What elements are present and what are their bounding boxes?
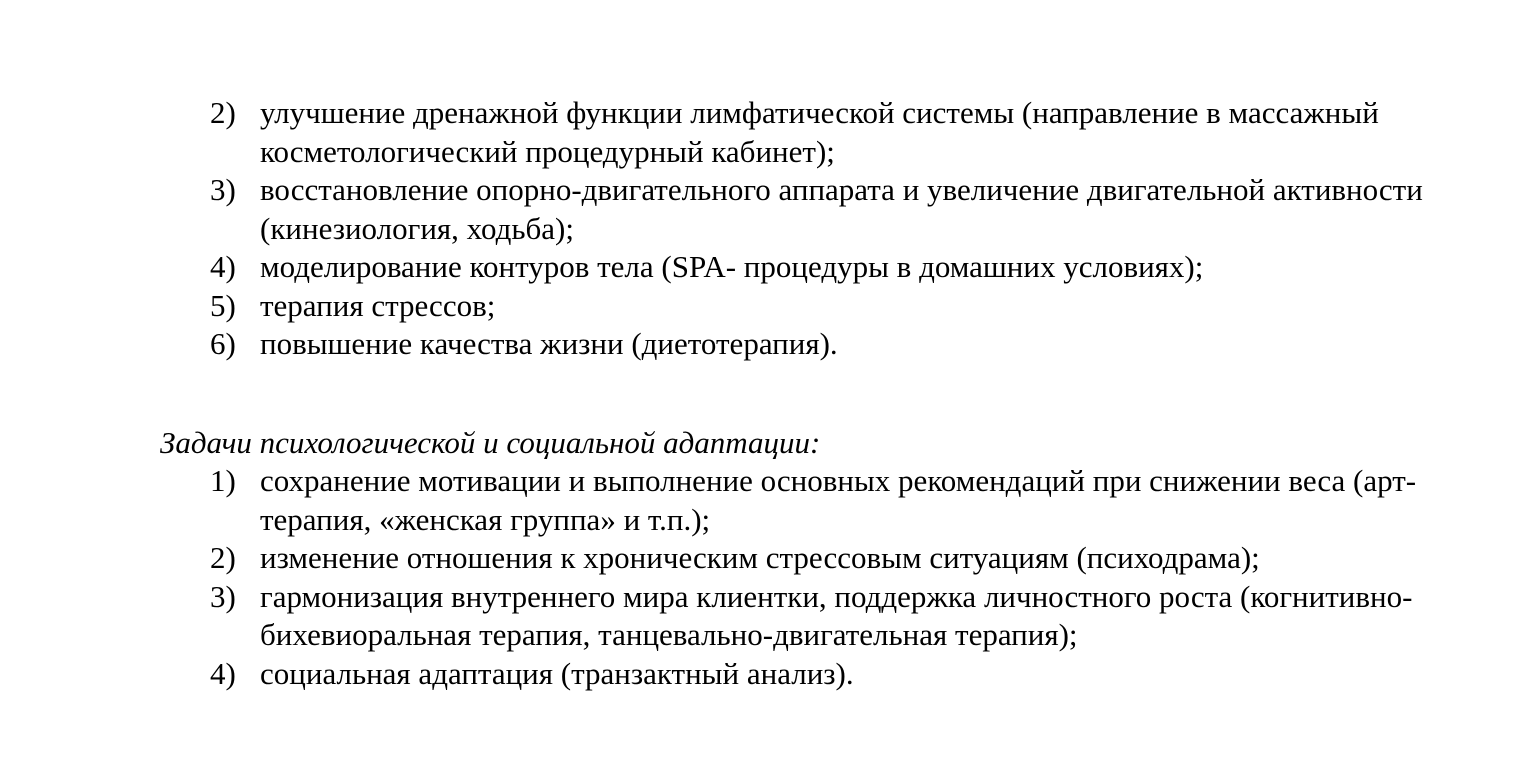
list-item	[0, 287, 1450, 326]
item-text: изменение отношения к хроническим стрессовым ситуациям (психодрама);	[260, 540, 1260, 575]
item-text: социальная адаптация (транзактный анализ).	[260, 655, 854, 691]
item-text: моделирование контуров тела (SPA- процедуры в домашних условиях);	[260, 249, 1204, 284]
list-item	[0, 248, 1450, 287]
item-number: 3)	[210, 172, 236, 207]
rehabilitation-task-list	[0, 94, 1534, 364]
item-number: 5)	[210, 287, 236, 323]
item-text: сохранение мотивации и выполнение основных рекомендаций при снижении веса (арт-терапия, «женская группа» и т.п.);	[260, 463, 1417, 537]
psychological-adaptation-task-list	[0, 462, 1534, 693]
item-text: восстановление опорно-двигательного аппарата и увеличение двигательной активности (кинезиология, ходьба);	[260, 172, 1423, 246]
item-text: повышение качества жизни (диетотерапия).	[260, 326, 838, 361]
item-text: терапия стрессов;	[260, 287, 496, 323]
list-item	[0, 462, 1450, 539]
item-number: 1)	[210, 463, 236, 498]
section-heading: Задачи психологической и социальной адаптации:	[160, 425, 821, 460]
item-number: 2)	[210, 95, 236, 130]
list-item	[0, 578, 1450, 655]
list-item	[0, 94, 1450, 171]
item-number: 3)	[210, 578, 236, 614]
item-text: гармонизация внутреннего мира клиентки, поддержка личностного роста (когнитивно-бихевиоральная терапия, танцевально-двигательная терапия);	[260, 578, 1413, 652]
item-text: улучшение дренажной функции лимфатической системы (направление в массажный косметологический процедурный кабинет);	[260, 95, 1379, 169]
list-item	[0, 171, 1450, 248]
item-number: 2)	[210, 540, 236, 575]
item-number: 4)	[210, 249, 236, 284]
item-number: 4)	[210, 655, 236, 691]
list-item	[0, 539, 1450, 578]
list-item	[0, 325, 1450, 364]
item-number: 6)	[210, 326, 236, 361]
list-item	[0, 655, 1450, 694]
